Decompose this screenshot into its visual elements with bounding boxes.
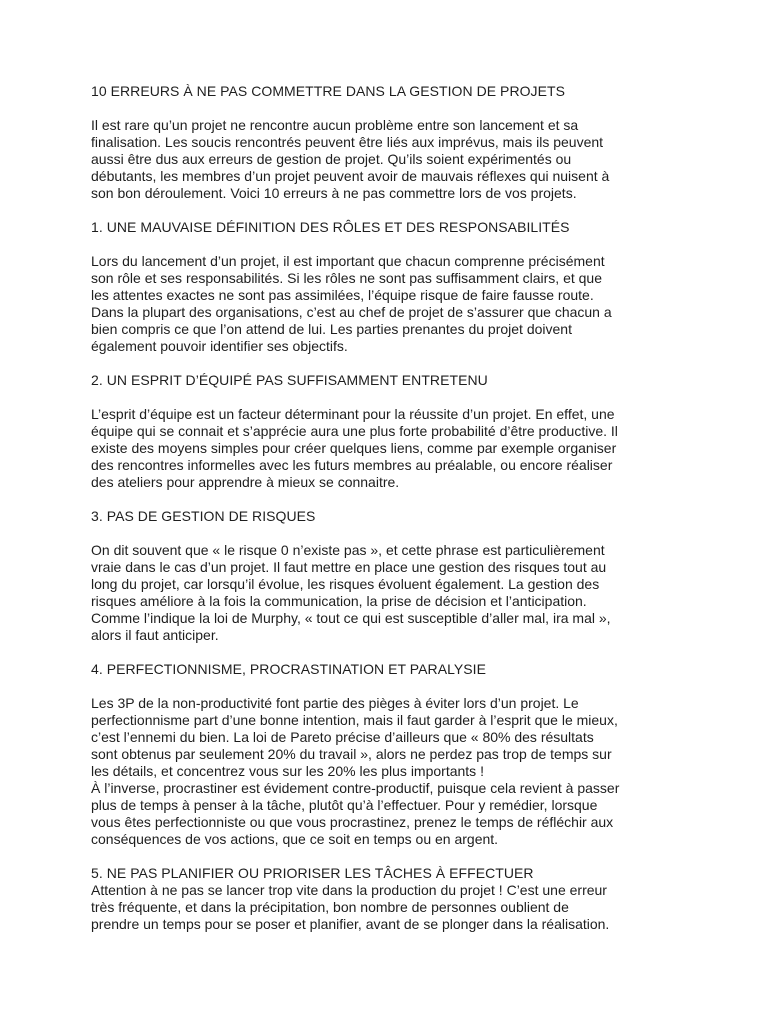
section-heading: 3. PAS DE GESTION DE RISQUES <box>91 508 316 524</box>
section-3 <box>91 508 681 644</box>
section-paragraph: L’esprit d’équipe est un facteur déterminant pour la réussite d’un projet. En effet, une équipe qui se connait et s’apprécie aura une plus forte probabilité d’être productive. Il existe des moyens simples pour créer quelques liens, comme par exemple organiser des rencontres informelles avec les futurs membres au préalable, ou encore réaliser des ateliers pour apprendre à mieux se connaitre. <box>91 406 618 490</box>
section-paragraph: Les 3P de la non-productivité font partie des pièges à éviter lors d’un projet. Le perfectionnisme part d’une bonne intention, mais il faut garder à l’esprit que le mieux, c’est l’ennemi du bien. La loi de Pareto précise d’ailleurs que « 80% des résultats sont obtenus par seulement 20% du travail », alors ne perdez pas trop de temps sur les détails, et concentrez vous sur les 20% les plus importants ! À l’inverse, procrastiner est évidement contre-productif, puisque cela revient à passer plus de temps à penser à la tâche, plutôt qu’à l’effectuer. Pour y remédier, lorsque vous êtes perfectionniste ou que vous procrastinez, prenez le temps de réfléchir aux conséquences de vos actions, que ce soit en temps ou en argent. <box>91 695 620 847</box>
intro-paragraph: Il est rare qu’un projet ne rencontre aucun problème entre son lancement et sa finalisation. Les soucis rencontrés peuvent être liés aux imprévus, mais ils peuvent aussi être dus aux erreurs de gestion de projet. Qu’ils soient expérimentés ou débutants, les membres d’un projet peuvent avoir de mauvais réflexes qui nuisent à son bon déroulement. Voici 10 erreurs à ne pas commettre lors de vos projets. <box>91 117 610 201</box>
section-heading: 2. UN ESPRIT D’ÉQUIPÉ PAS SUFFISAMMENT ENTRETENU <box>91 372 488 388</box>
document-body <box>91 83 681 933</box>
section-paragraph: Lors du lancement d’un projet, il est important que chacun comprenne précisément son rôle et ses responsabilités. Si les rôles ne sont pas suffisamment clairs, et que les attentes exactes ne sont pas assimilées, l’équipe risque de faire fausse route. Dans la plupart des organisations, c’est au chef de projet de s’assurer que chacun a bien compris ce que l’on attend de lui. Les parties prenantes du projet doivent également pouvoir identifier ses objectifs. <box>91 253 612 354</box>
document-title: 10 ERREURS À NE PAS COMMETTRE DANS LA GESTION DE PROJETS <box>91 83 565 99</box>
section-2 <box>91 372 681 491</box>
section-5 <box>91 865 681 933</box>
section-1 <box>91 219 681 355</box>
section-paragraph: On dit souvent que « le risque 0 n’existe pas », et cette phrase est particulièrement vraie dans le cas d’un projet. Il faut mettre en place une gestion des risques tout au long du projet, car lorsqu’il évolue, les risques évoluent également. La gestion des risques améliore à la fois la communication, la prise de décision et l’anticipation. Comme l’indique la loi de Murphy, « tout ce qui est susceptible d’aller mal, ira mal », alors il faut anticiper. <box>91 542 611 643</box>
section-paragraph: Attention à ne pas se lancer trop vite dans la production du projet ! C’est une erreur très fréquente, et dans la précipitation, bon nombre de personnes oublient de prendre un temps pour se poser et planifier, avant de se plonger dans la réalisation. <box>91 882 610 932</box>
section-heading: 1. UNE MAUVAISE DÉFINITION DES RÔLES ET DES RESPONSABILITÉS <box>91 219 570 235</box>
section-heading: 4. PERFECTIONNISME, PROCRASTINATION ET PARALYSIE <box>91 661 486 677</box>
section-heading: 5. NE PAS PLANIFIER OU PRIORISER LES TÂCHES À EFFECTUER <box>91 865 534 881</box>
section-4 <box>91 661 681 848</box>
